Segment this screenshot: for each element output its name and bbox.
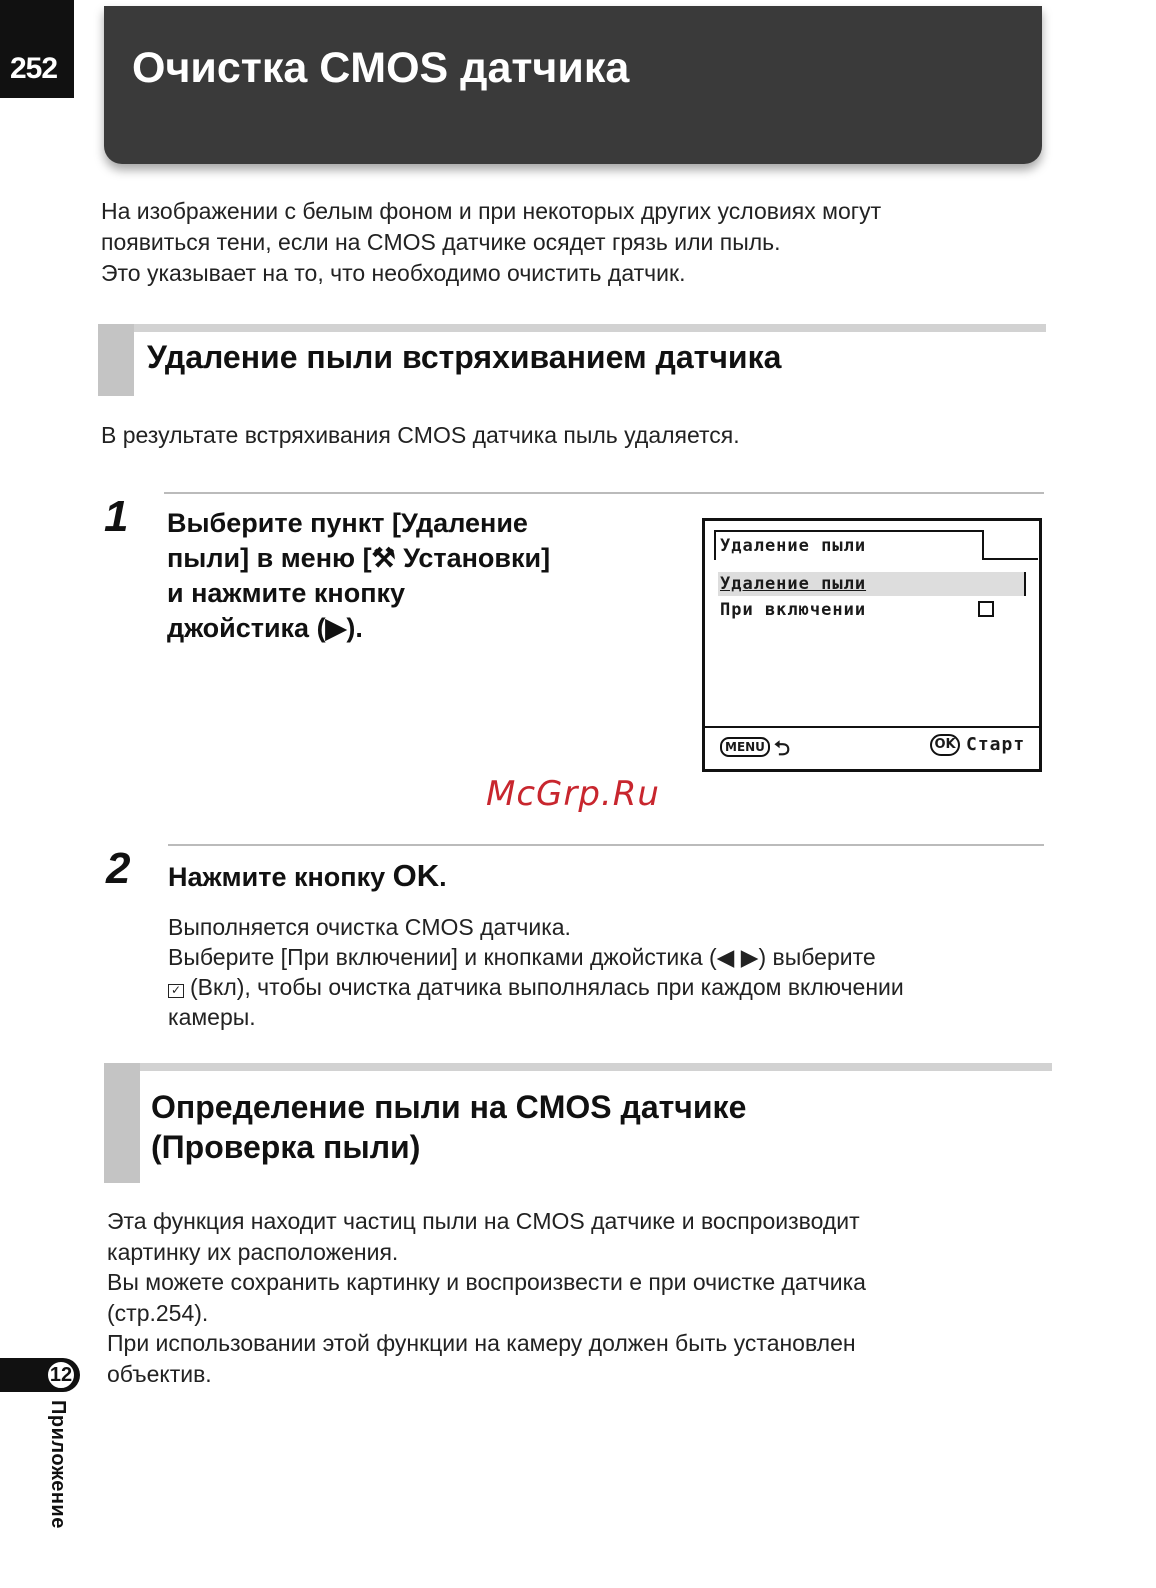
step2-divider [168,844,1044,846]
section1-description: В результате встряхивания CMOS датчика пыль удаляется. [101,422,740,448]
section2-accent-bar [104,1063,140,1183]
ok-label: OK [392,858,440,893]
step1-line: джойстика (▶). [167,613,363,643]
section2-description [107,1206,1057,1389]
lcd-item-dust-removal: Удаление пыли [720,574,867,594]
section2-line: (стр.254). [107,1299,209,1326]
section1-accent-bar [98,324,134,396]
lcd-checkbox [978,601,994,617]
menu-button-icon: MENU [720,737,770,757]
chapter-number: 12 [45,1359,77,1391]
step1-line: Выберите пункт [Удаление [167,508,528,538]
section2-line: Вы можете сохранить картинку и воспроизвести е при очистке датчика [107,1269,866,1295]
lcd-footer-rule [705,726,1039,728]
step1-line: пыли] в меню [⚒ Установки] [167,543,551,573]
lcd-item-at-startup: При включении [720,600,867,620]
step2-number: 2 [106,844,131,893]
section2-title-line: (Проверка пыли) [151,1129,421,1165]
section1-rule [98,324,1046,332]
chapter-label: Приложение [47,1400,69,1529]
step1-number: 1 [104,492,129,541]
step2-line [168,972,1048,1002]
section2-line: Эта функция находит частиц пыли на CMOS датчике и воспроизводит [107,1208,860,1234]
ok-button-icon: OK [930,734,960,756]
intro-paragraph [101,196,1051,289]
intro-line: На изображении с белым фоном и при некоторых других условиях могут [101,198,882,224]
checkmark-icon: ✓ [168,984,184,998]
section2-line: объектив. [107,1360,212,1387]
section2-title [151,1087,1031,1167]
section2-rule [104,1063,1052,1071]
page-number: 252 [10,52,58,85]
step2-line: камеры. [168,1004,256,1030]
section2-line: картинку их расположения. [107,1238,399,1265]
step2-heading-text: Нажмите кнопку [168,862,393,892]
section1-title: Удаление пыли встряхиванием датчика [147,339,782,375]
watermark: McGrp.Ru [486,774,660,814]
step1-instruction [167,506,637,646]
lcd-menu-title: Удаление пыли [720,536,867,556]
step2-heading-end: . [439,862,447,892]
page-title: Очистка CMOS датчика [132,44,630,92]
step2-line: Выберите [При включении] и кнопками джойстика (◀ ▶) выберите [168,944,876,970]
step1-divider [164,492,1044,494]
section2-title-line: Определение пыли на CMOS датчике [151,1089,747,1125]
section2-line: При использовании этой функции на камеру должен быть установлен [107,1330,856,1356]
intro-line: появиться тени, если на CMOS датчике осядет грязь или пыль. [101,229,781,255]
step2-heading [168,858,447,894]
step2-line: Выполняется очистка CMOS датчика. [168,914,571,940]
step1-line: и нажмите кнопку [167,578,406,608]
intro-line: Это указывает на то, что необходимо очистить датчик. [101,260,686,286]
lcd-tab-rule [984,558,1038,560]
step2-line-text: (Вкл), чтобы очистка датчика выполнялась при каждом включении [190,974,904,1000]
step2-body [168,912,1048,1032]
lcd-start-label: Старт [966,734,1026,755]
back-arrow-icon: ⮌ [774,736,791,760]
